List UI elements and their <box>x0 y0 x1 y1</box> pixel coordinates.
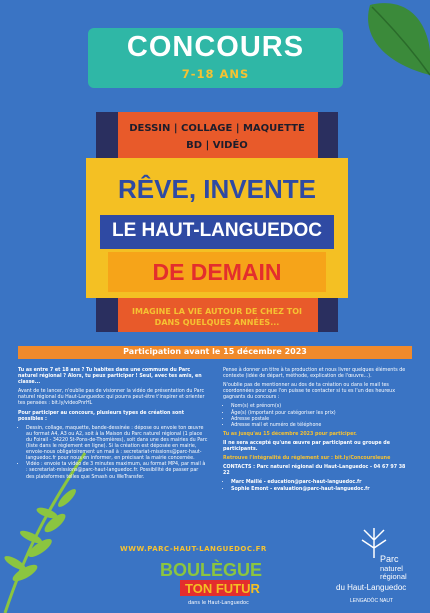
contact-info-paragraph: N'oublie pas de mentionner au dos de ta création ou dans le mail tes coordonnées pour que l'on puisse te contacter si tu es l'un des heureux gagnants du concours : <box>223 383 396 401</box>
context-paragraph: Pense à donner un titre à ta production et nous livrer quelques éléments de contexte (idée de départ, méthode, explication de l'œuvre...). <box>223 368 406 380</box>
list-item: • Adresse postale <box>231 417 413 423</box>
deadline-highlight: Tu as jusqu'au 15 décembre 2023 pour participer. <box>223 431 357 437</box>
how-to-title: Pour participer au concours, plusieurs types de création sont possibles : <box>18 410 185 422</box>
list-item: • Dessin, collage, maquette, bande-dessinée : dépose ou envoie ton œuvre au format A4, A3 ou A2, soit à la Maison du Parc naturel régional (1 place du Foirail - 34220 St-Pons-de-Thomières), soit dans une des mairies du Parc (liste dans le règlement en ligne). Si la création est déposée en mairie, envoie-nous obligatoirement un mail à : secretariat-missions@parc-haut-languedoc.fr pour nous en informer, en précisant la mairie concernée. <box>26 426 208 463</box>
logo-line3: régional <box>380 572 407 581</box>
list-item[interactable]: • Marc Maillé - education@parc-haut-languedoc.fr <box>231 480 413 486</box>
boulegue-ton-futur-logo <box>150 558 280 608</box>
headline-demain: DE DEMAIN <box>152 259 282 285</box>
one-entry-rule: Il ne sera accepté qu'une œuvre par participant ou groupe de participants. <box>223 440 390 453</box>
rules-right-column <box>223 368 413 496</box>
logo-line4: du Haut-Languedoc <box>336 583 407 592</box>
campaign-subtitle: dans le Haut-Languedoc <box>188 600 249 606</box>
logo-tagline: LENGADÒC NAUT <box>350 598 394 604</box>
creation-types-list <box>18 426 208 481</box>
campaign-line1: BOULÈGUE <box>160 560 263 580</box>
website-link[interactable]: WWW.PARC-HAUT-LANGUEDOC.FR <box>120 545 267 553</box>
park-tree-icon <box>332 520 417 608</box>
tagline: IMAGINE LA VIE AUTOUR DE CHEZ TOI DANS QUELQUES ANNÉES... <box>132 307 302 327</box>
intro-text: Tu as entre 7 et 18 ans ? Tu habites dans une commune du Parc naturel régional ? Alors, tu peux participer ! Seul, avec tes amis, en classe... <box>18 368 202 386</box>
park-logo <box>332 520 417 608</box>
deadline-text: Participation avant le 15 décembre 2023 <box>123 347 307 356</box>
list-item: • Adresse mail et numéro de téléphone <box>231 423 413 429</box>
list-item: • Nom(s) et prénom(s) <box>231 404 413 410</box>
contacts-title: CONTACTS : Parc naturel régional du Haut-Languedoc - 04 67 97 38 22 <box>223 465 406 477</box>
contest-title: CONCOURS <box>126 31 305 63</box>
logo-line1: Parc <box>380 554 399 564</box>
leaf-decoration-icon <box>350 0 430 85</box>
logo-line2: naturel <box>380 564 403 573</box>
video-note: Avant de te lancer, n'oublie pas de visionner la vidéo de présentation du Parc naturel régional du Haut-Languedoc qui pourra peut-être t'inspirer et orienter tes pensées : bit.ly/videoPnrHL <box>18 389 205 407</box>
headline-dream: RÊVE, INVENTE <box>118 174 316 204</box>
rules-left-column <box>18 368 208 484</box>
campaign-line2: TON FUTUR <box>185 581 260 596</box>
age-range: 7-18 ANS <box>181 67 250 81</box>
list-item[interactable]: • Sophie Emont - evaluation@parc-haut-languedoc.fr <box>231 487 413 493</box>
list-item: • Vidéo : envoie ta vidéo de 3 minutes maximum, au format MP4, par mail à : secretariat-missions@parc-haut-languedoc.fr. Possibilité de passer par des plateformes telles que Smash ou WeTransfer. <box>26 462 208 480</box>
required-info-list <box>223 404 413 428</box>
contacts-list <box>223 480 413 492</box>
disciplines-list: DESSIN | COLLAGE | MAQUETTE BD | VIDÉO <box>129 123 305 151</box>
rules-link[interactable]: Retrouve l'intégralité du règlement sur : bit.ly/Concoursleune <box>223 456 391 462</box>
headline-haut-languedoc: LE HAUT-LANGUEDOC <box>111 220 323 241</box>
list-item: • Âge(s) (important pour catégoriser les prix) <box>231 411 413 417</box>
